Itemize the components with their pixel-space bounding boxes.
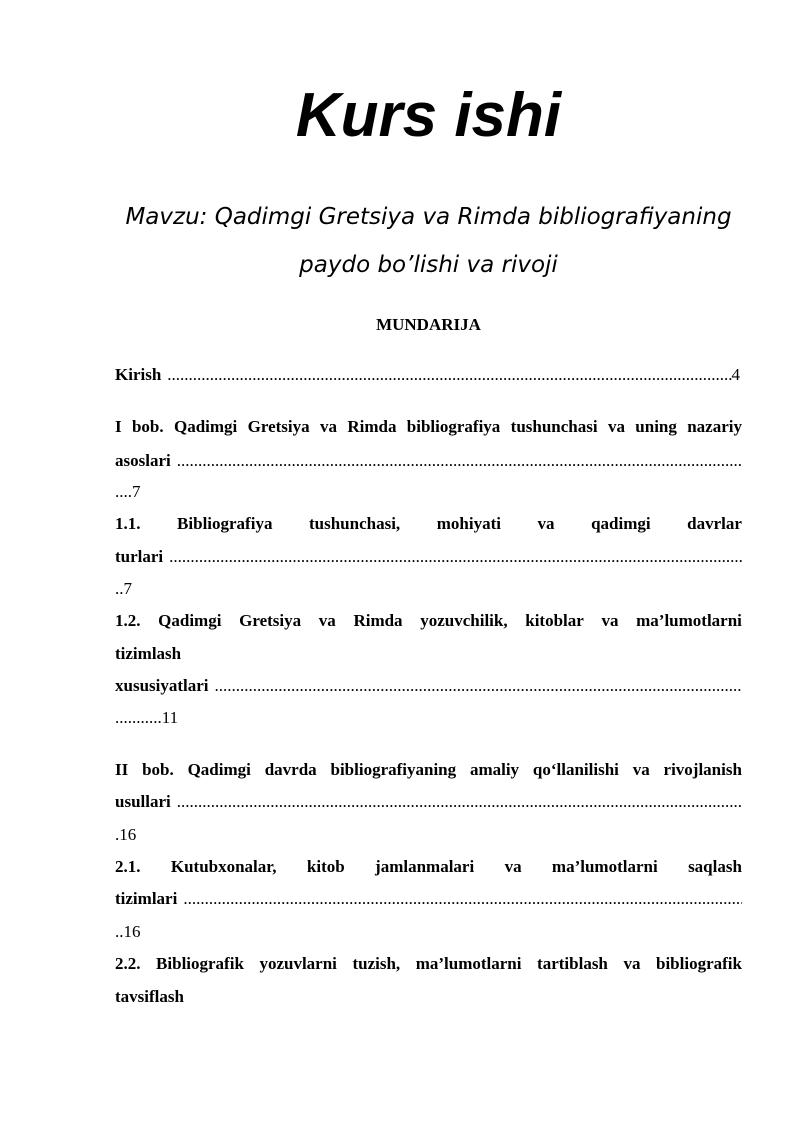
toc-word: tushunchasi, — [309, 514, 401, 533]
toc-entry-chapter-1-line-1 — [115, 415, 742, 439]
toc-word: Rimda — [353, 611, 403, 630]
toc-word: Gretsiya — [247, 417, 310, 436]
toc-entry-section-1-2-line-2: tizimlash — [115, 644, 182, 663]
toc-entry-section-2-2-line-2: tavsiflash — [115, 987, 184, 1006]
toc-leader — [171, 449, 742, 473]
toc-heading: MUNDARIJA — [376, 315, 481, 334]
toc-word: davrlar — [687, 514, 742, 533]
toc-leader — [171, 790, 742, 814]
toc-entry-kirish — [115, 363, 740, 387]
toc-word: II — [115, 760, 129, 779]
toc-label: turlari — [115, 547, 164, 566]
toc-word: amaliy — [469, 760, 520, 779]
toc-word: Qadimgi — [187, 760, 251, 779]
toc-word: ma’lumotlarni — [636, 611, 742, 630]
toc-word: va — [601, 611, 619, 630]
toc-leader — [161, 363, 731, 387]
toc-word: va — [319, 417, 337, 436]
toc-word: va — [607, 417, 625, 436]
subtitle-line-2: paydo bo’lishi va rivoji — [299, 252, 558, 278]
toc-word: 2.2. — [115, 954, 141, 973]
toc-entry-section-1-1-line-2 — [115, 545, 742, 569]
toc-page-continuation: .16 — [115, 825, 137, 844]
document-title: Kurs ishi — [295, 81, 562, 150]
toc-page-number: 4 — [731, 365, 740, 384]
toc-word: tushunchasi — [510, 417, 598, 436]
toc-word: qadimgi — [591, 514, 651, 533]
toc-label: tizimlari — [115, 889, 178, 908]
toc-word: I — [115, 417, 122, 436]
toc-word: ma’lumotlarni — [551, 857, 658, 876]
toc-word: ma’lumotlarni — [415, 954, 522, 973]
toc-word: bob. — [131, 417, 164, 436]
toc-word: nazariy — [687, 417, 742, 436]
toc-word: Kutubxonalar, — [170, 857, 277, 876]
toc-word: saqlash — [688, 857, 742, 876]
toc-word: bibliografik — [655, 954, 742, 973]
toc-word: va — [504, 857, 522, 876]
toc-entry-section-1-1-line-1 — [115, 512, 742, 536]
toc-word: Gretsiya — [239, 611, 302, 630]
toc-word: va — [537, 514, 555, 533]
toc-entry-section-2-1-line-1 — [115, 855, 742, 879]
toc-word: tuzish, — [352, 954, 401, 973]
toc-label: xususiyatlari — [115, 676, 209, 695]
toc-word: Qadimgi — [158, 611, 222, 630]
toc-entry-section-1-2-line-1 — [115, 609, 742, 633]
toc-word: yozuvchilik, — [420, 611, 508, 630]
toc-word: jamlanmalari — [375, 857, 475, 876]
toc-page-continuation: ..7 — [115, 579, 132, 598]
toc-label: asoslari — [115, 451, 171, 470]
toc-entry-chapter-2-line-1 — [115, 758, 742, 782]
toc-word: davrda — [264, 760, 317, 779]
toc-word: Bibliografik — [156, 954, 244, 973]
toc-word: 2.1. — [115, 857, 141, 876]
toc-entry-section-1-2-line-3 — [115, 674, 742, 698]
toc-word: qo‘llanilishi — [532, 760, 619, 779]
toc-word: uning — [635, 417, 677, 436]
toc-leader — [177, 887, 742, 911]
toc-page-continuation: ..16 — [115, 922, 141, 941]
toc-entry-chapter-2-line-2 — [115, 790, 742, 814]
toc-word: Qadimgi — [173, 417, 238, 436]
toc-word: va — [623, 954, 641, 973]
toc-word: 1.1. — [115, 514, 141, 533]
toc-leader — [163, 545, 742, 569]
toc-word: bob. — [142, 760, 174, 779]
toc-word: 1.2. — [115, 611, 141, 630]
toc-entry-section-2-1-line-2 — [115, 887, 742, 911]
subtitle-line-1: Mavzu: Qadimgi Gretsiya va Rimda bibliografiyaning — [125, 204, 732, 230]
toc-entry-section-2-2-line-1 — [115, 952, 742, 976]
toc-word: Rimda — [347, 417, 397, 436]
toc-word: rivojlanish — [663, 760, 742, 779]
toc-word: mohiyati — [436, 514, 501, 533]
toc-leader — [209, 674, 742, 698]
toc-page-continuation: ...........11 — [115, 708, 179, 727]
toc-label: Kirish — [115, 365, 162, 384]
toc-word: va — [318, 611, 336, 630]
toc-word: kitoblar — [525, 611, 584, 630]
toc-word: yozuvlarni — [259, 954, 337, 973]
toc-word: tartiblash — [537, 954, 608, 973]
toc-page-continuation: ....7 — [115, 482, 141, 501]
toc-word: bibliografiyaning — [330, 760, 457, 779]
toc-label: usullari — [115, 792, 171, 811]
toc-entry-chapter-1-line-2 — [115, 449, 742, 473]
toc-word: kitob — [306, 857, 345, 876]
toc-word: va — [632, 760, 650, 779]
toc-word: Bibliografiya — [177, 514, 273, 533]
toc-word: bibliografiya — [406, 417, 501, 436]
